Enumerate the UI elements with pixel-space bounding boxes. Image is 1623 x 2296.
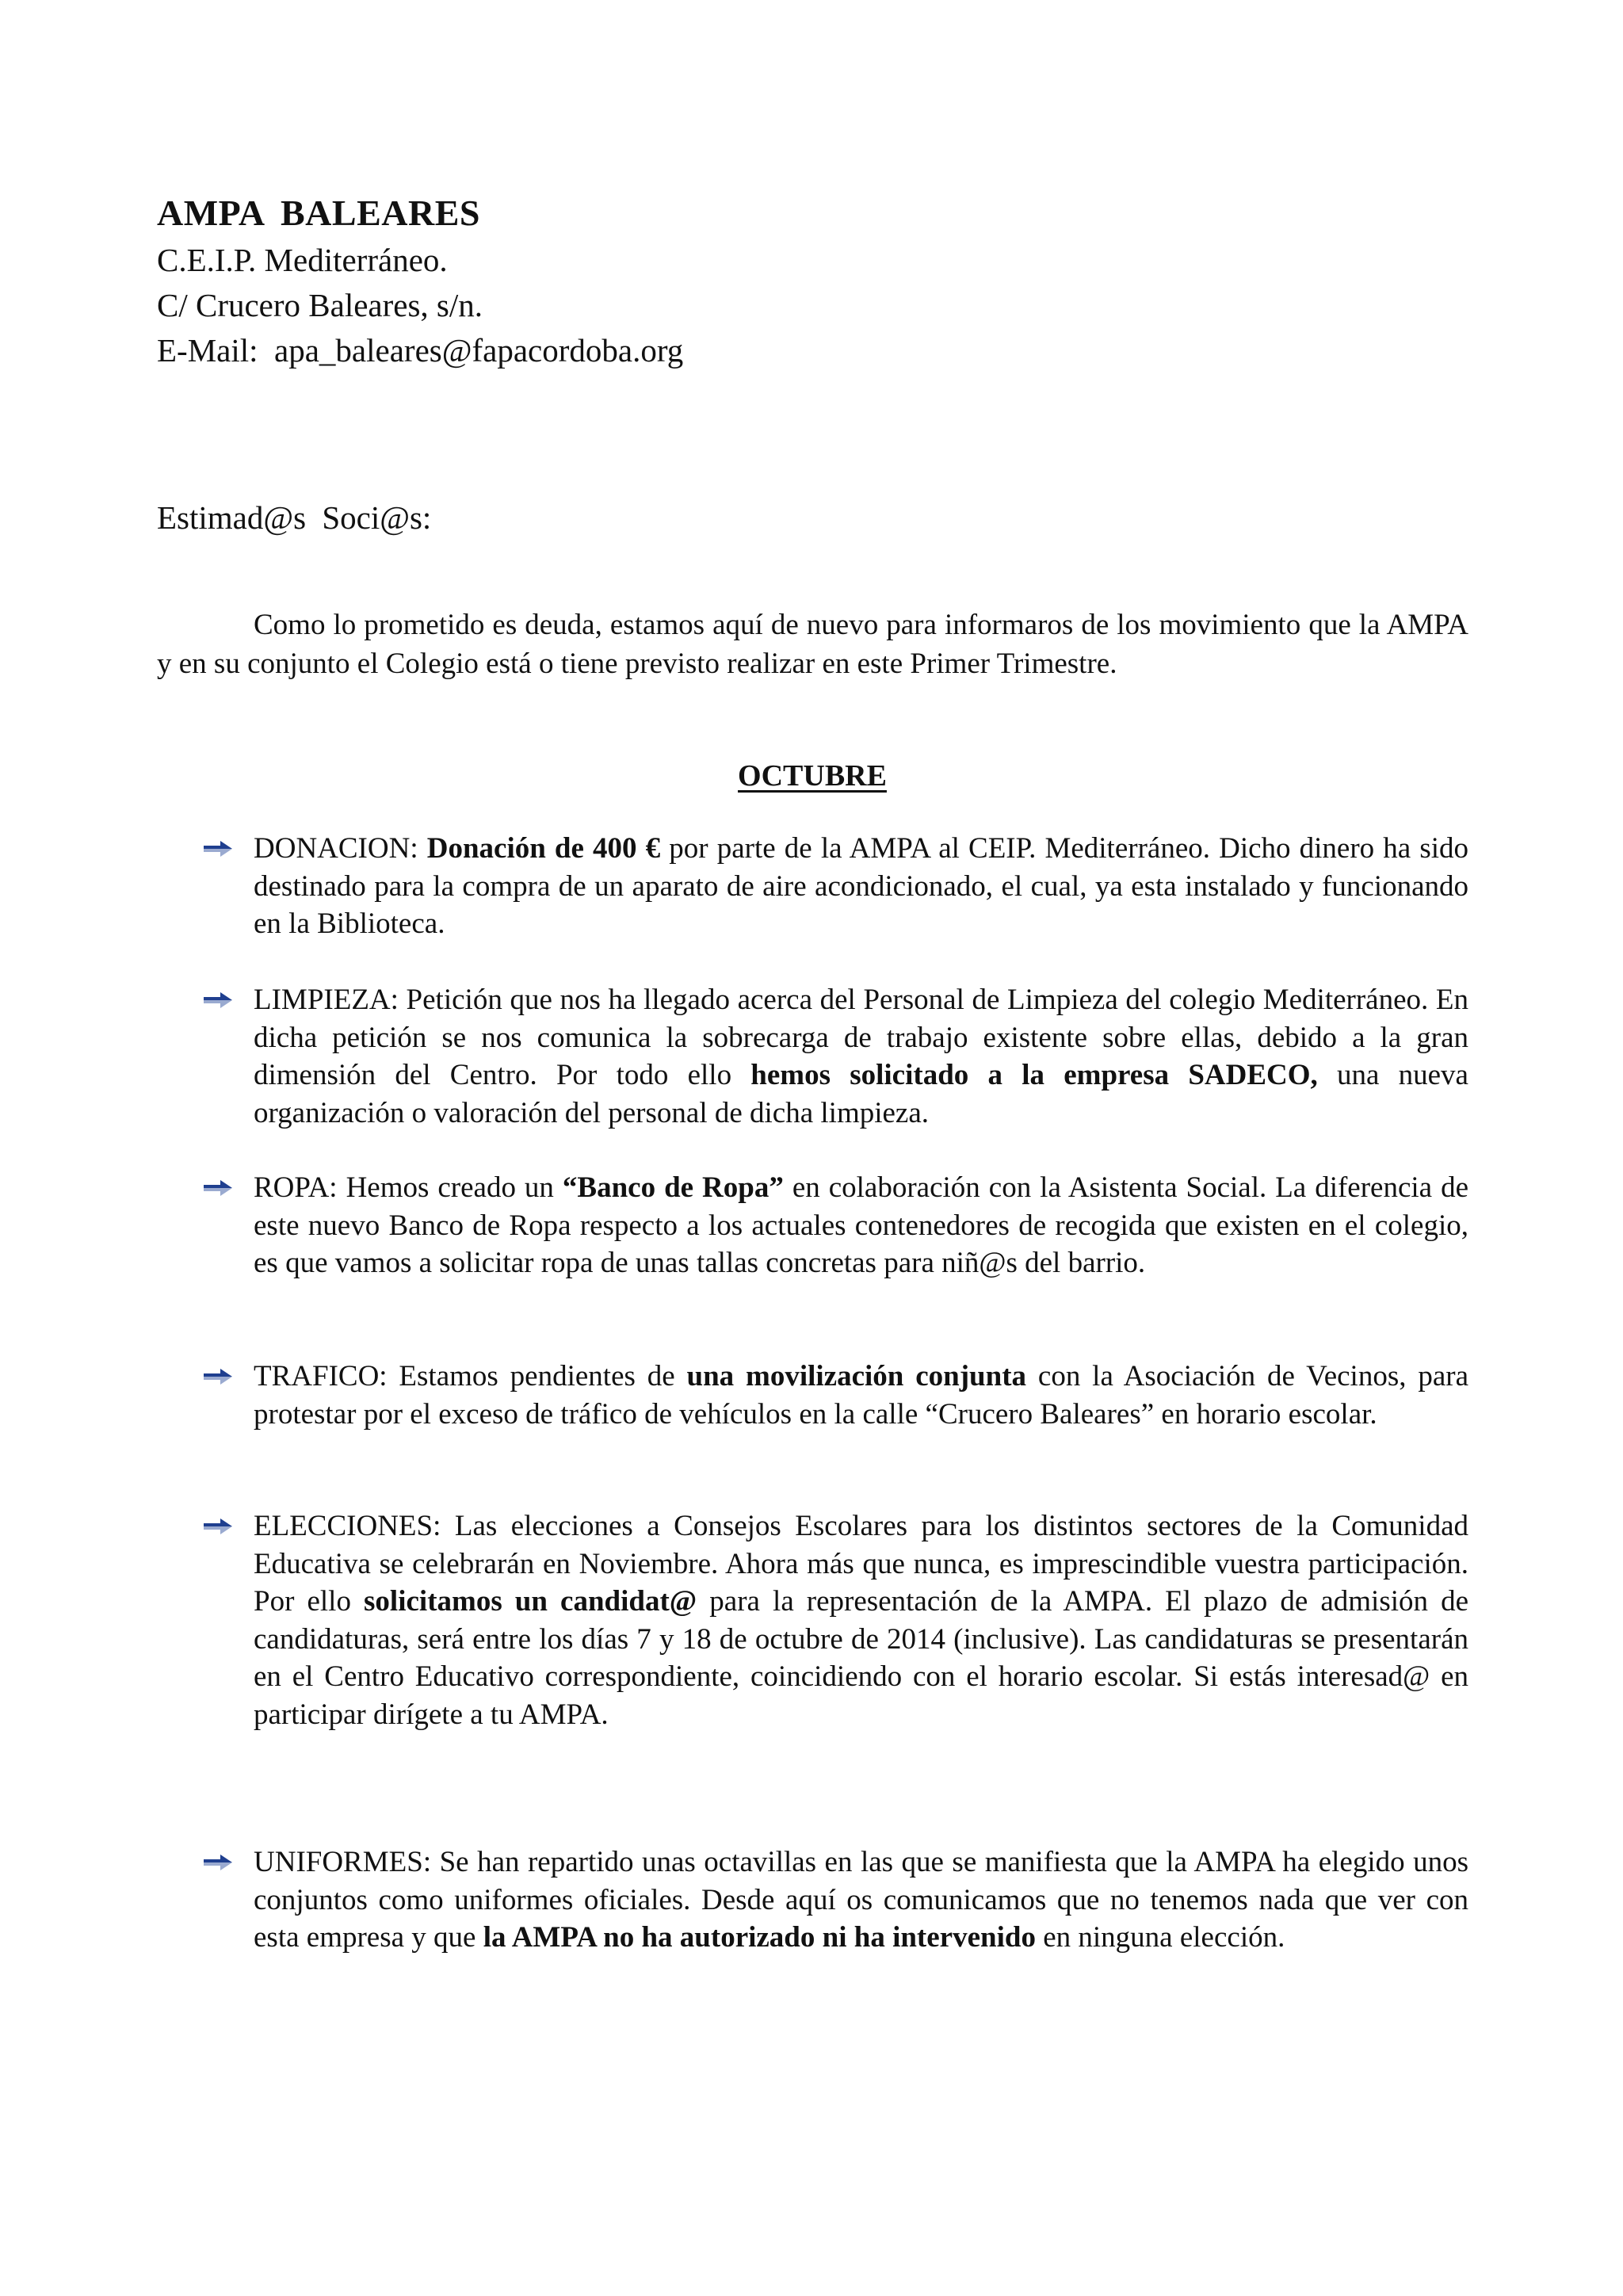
news-item-text: TRAFICO: Estamos pendientes de una movilización conjunta con la Asociación de Vecinos, para protestar por el exceso de tráfico de vehículos en la calle “Crucero Baleares” en horario escolar. bbox=[254, 1360, 1468, 1431]
news-item-label: TRAFICO: bbox=[254, 1360, 388, 1392]
intro-paragraph: Como lo prometido es deuda, estamos aquí de nuevo para informaros de los movimiento que la AMPA y en su conjunto el Colegio está o tiene previsto realizar en este Primer Trimestre. bbox=[157, 609, 1468, 680]
news-item-highlight: una movilización conjunta bbox=[686, 1360, 1027, 1392]
news-item-highlight: la AMPA no ha autorizado ni ha intervenido bbox=[483, 1921, 1036, 1954]
arrow-right-icon bbox=[203, 1853, 233, 1872]
arrow-right-icon bbox=[203, 1367, 233, 1386]
arrow-right-icon bbox=[203, 1179, 233, 1198]
news-item-highlight: hemos solicitado a la empresa SADECO, bbox=[750, 1059, 1318, 1091]
email-line bbox=[157, 328, 1465, 373]
news-item-label: ELECCIONES: bbox=[254, 1510, 441, 1542]
news-item-highlight: “Banco de Ropa” bbox=[562, 1171, 784, 1204]
news-item-label: DONACION: bbox=[254, 832, 418, 865]
email-address: apa_baleares@fapacordoba.org bbox=[274, 332, 684, 369]
street-address: C/ Crucero Baleares, s/n. bbox=[157, 287, 483, 323]
month-heading bbox=[0, 756, 1623, 796]
greeting: Estimad@s Soci@s: bbox=[157, 499, 432, 536]
organization-name: AMPA BALEARES bbox=[157, 193, 480, 233]
news-item-text: ROPA: Hemos creado un “Banco de Ropa” en colaboración con la Asistenta Social. La diferencia de este nuevo Banco de Ropa respecto a los actuales contenedores de recogida que existen en el colegio, es que vamos a solicitar ropa de unas tallas concretas para niñ@s del barrio. bbox=[254, 1171, 1468, 1279]
arrow-right-icon bbox=[203, 839, 233, 858]
arrow-right-icon bbox=[203, 1517, 233, 1536]
news-item-text: ELECCIONES: Las elecciones a Consejos Escolares para los distintos sectores de la Comunidad Educativa se celebrarán en Noviembre. Ahora más que nunca, es imprescindible vuestra participación. Por ello solicitamos un candidat@ para la representación de la AMPA. El plazo de admisión de candidaturas, será entre los días 7 y 18 de octubre de 2014 (inclusive). Las candidaturas se presentarán en el Centro Educativo correspondiente, coincidiendo con el horario escolar. Si estás interesad@ en participar dirígete a tu AMPA. bbox=[254, 1510, 1468, 1731]
news-item-text: LIMPIEZA: Petición que nos ha llegado acerca del Personal de Limpieza del colegio Mediterráneo. En dicha petición se nos comunica la sobrecarga de trabajo existente sobre ellas, debido a la gran dimensión del Centro. Por todo ello hemos solicitado a la empresa SADECO, una nueva organización o valoración del personal de dicha limpieza. bbox=[254, 984, 1468, 1129]
news-item-label: UNIFORMES: bbox=[254, 1846, 432, 1878]
news-item-text: UNIFORMES: Se han repartido unas octavillas en las que se manifiesta que la AMPA ha elegido unos conjuntos como uniformes oficiales. Desde aquí os comunicamos que no tenemos nada que ver con esta empresa y que la AMPA no ha autorizado ni ha intervenido en ninguna elección. bbox=[254, 1846, 1468, 1954]
news-item-label: LIMPIEZA: bbox=[254, 984, 399, 1016]
school-name: C.E.I.P. Mediterráneo. bbox=[157, 242, 448, 278]
month-heading-text: OCTUBRE bbox=[738, 759, 887, 793]
news-item-text: DONACION: Donación de 400 € por parte de la AMPA al CEIP. Mediterráneo. Dicho dinero ha sido destinado para la compra de un aparato de aire acondicionado, el cual, ya esta instalado y funcionando en la Biblioteca. bbox=[254, 832, 1469, 940]
news-item-label: ROPA: bbox=[254, 1171, 338, 1204]
news-item-highlight: solicitamos un candidat@ bbox=[364, 1585, 697, 1618]
arrow-right-icon bbox=[203, 991, 233, 1010]
news-item-highlight: Donación de 400 € bbox=[426, 832, 661, 865]
letterhead bbox=[157, 189, 1465, 373]
email-label: E-Mail: bbox=[157, 332, 258, 369]
